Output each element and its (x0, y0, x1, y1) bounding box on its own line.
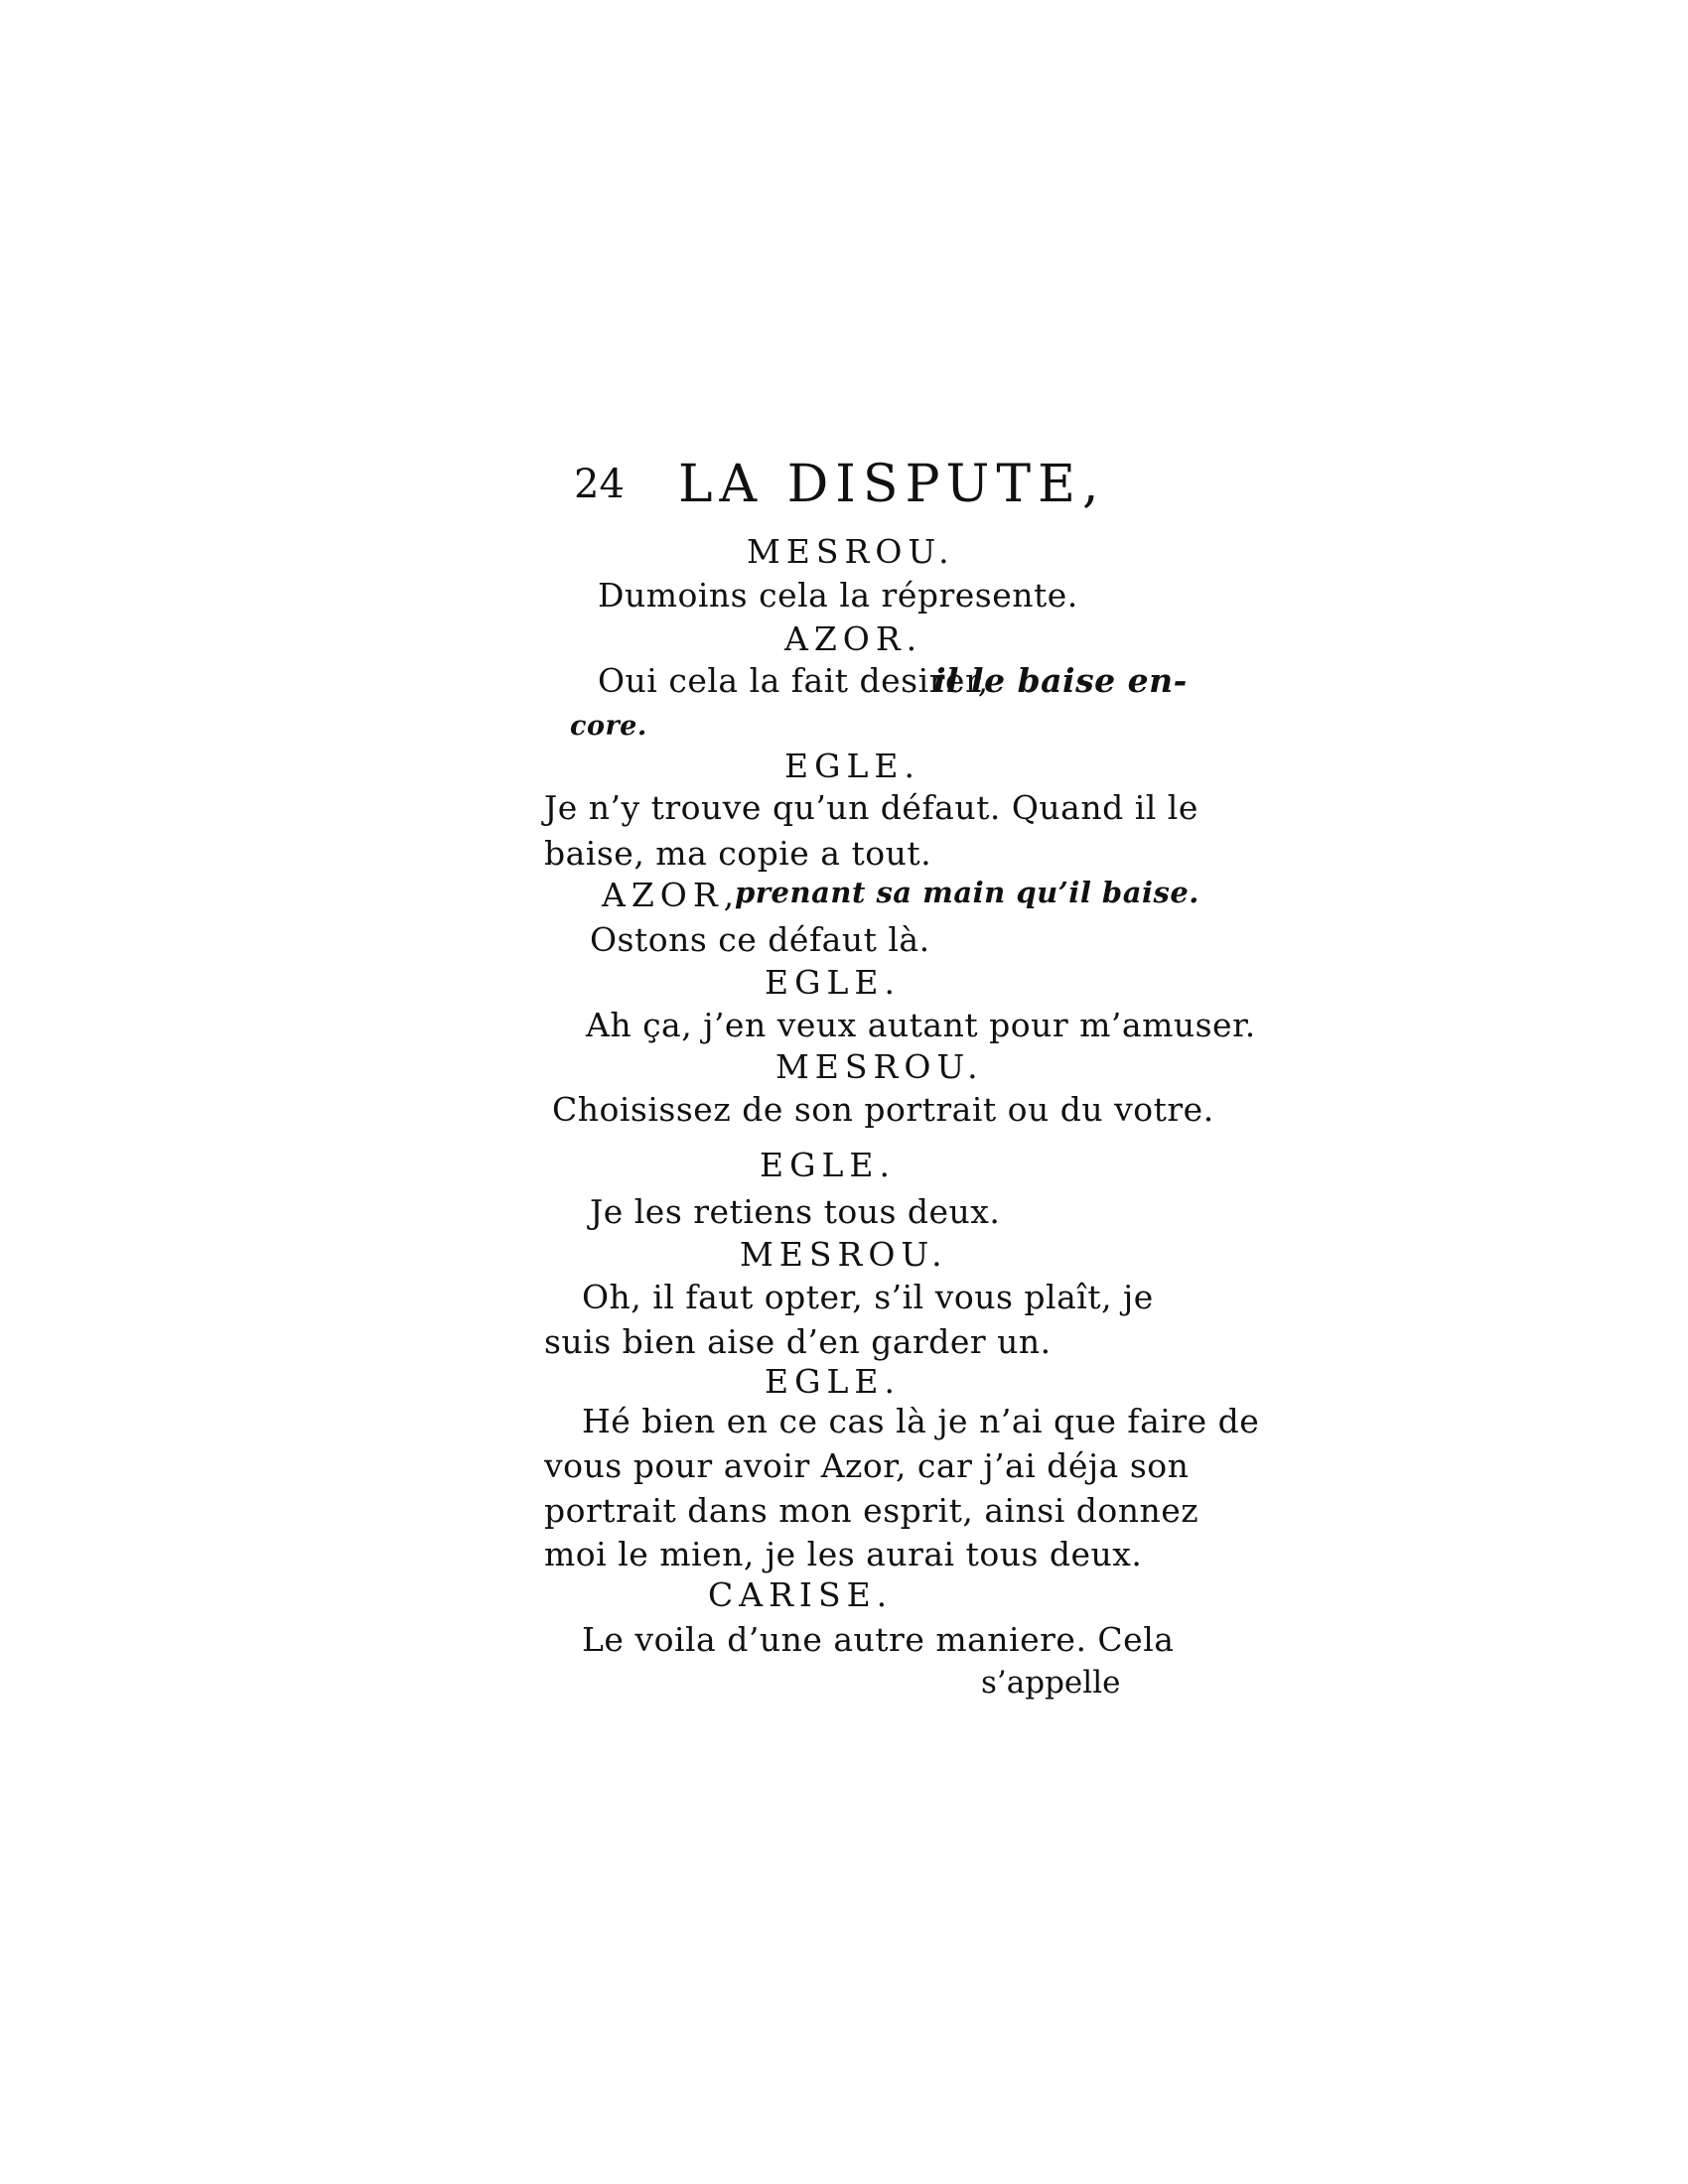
stage-direction: core. (570, 711, 647, 742)
speech-line: vous pour avoir Azor, car j’ai déja son (544, 1446, 1190, 1485)
speech-line: Je les retiens tous deux. (590, 1192, 1001, 1231)
speaker-name: MESROU. (775, 1047, 984, 1086)
running-title: LA DISPUTE, (678, 455, 1106, 514)
speech-line: baise, ma copie a tout. (544, 834, 932, 873)
speech-line: Hé bien en ce cas là je n’ai que faire de (582, 1402, 1260, 1440)
speech-line: Ostons ce défaut là. (590, 920, 930, 959)
speaker-name: AZOR, (602, 876, 741, 914)
speaker-name: EGLE. (765, 1362, 901, 1401)
speaker-name: MESROU. (740, 1235, 948, 1274)
stage-direction: il le baise en- (933, 661, 1188, 700)
speaker-name: EGLE. (765, 963, 901, 1002)
speaker-name: EGLE. (784, 747, 920, 785)
speaker-name: CARISE. (708, 1575, 894, 1614)
speaker-name: AZOR. (784, 619, 923, 658)
speaker-name: MESROU. (747, 532, 955, 571)
speech-line: Dumoins cela la répresente. (598, 576, 1078, 614)
catchword: s’appelle (981, 1665, 1121, 1701)
speaker-name: EGLE. (760, 1146, 896, 1184)
speech-line: moi le mien, je les aurai tous deux. (544, 1535, 1143, 1573)
speech-line: Le voila d’une autre maniere. Cela (582, 1620, 1175, 1659)
speech-line: Je n’y trouve qu’un défaut. Quand il le (544, 788, 1198, 827)
speech-line: Oui cela la fait desirer, (598, 661, 989, 700)
speech-line: portrait dans mon esprit, ainsi donnez (544, 1491, 1199, 1530)
speech-line: Choisissez de son portrait ou du votre. (552, 1090, 1214, 1129)
speech-line: suis bien aise d’en garder un. (544, 1322, 1052, 1361)
speech-line: Oh, il faut opter, s’il vous plaît, je (582, 1278, 1154, 1316)
speech-line: Ah ça, j’en veux autant pour m’amuser. (586, 1006, 1256, 1044)
page-number: 24 (574, 462, 625, 507)
stage-direction: prenant sa main qu’il baise. (735, 876, 1199, 909)
